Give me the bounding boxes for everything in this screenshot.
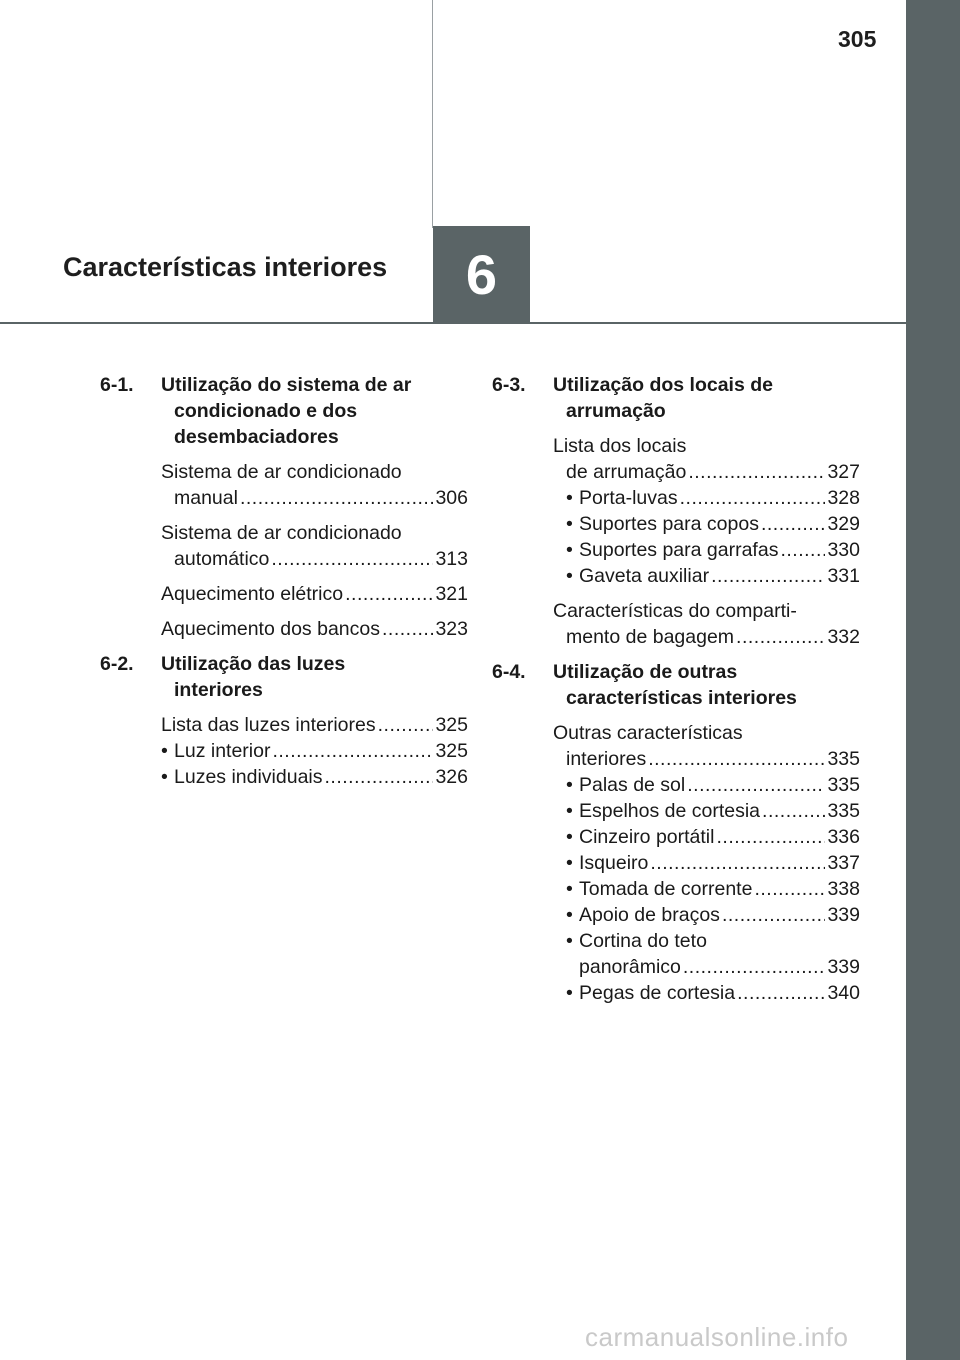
- entry-label: Luz interior: [174, 740, 271, 762]
- entry-label: Suportes para garrafas: [579, 539, 779, 561]
- bullet-icon: •: [161, 740, 168, 762]
- entry-label: Lista das luzes interiores: [161, 714, 376, 736]
- dot-leader: [272, 738, 433, 764]
- entry-label: Apoio de braços: [579, 904, 720, 926]
- entry-page: 337: [827, 852, 860, 874]
- dot-leader: [271, 546, 433, 572]
- bullet-icon: •: [566, 800, 573, 822]
- toc-entry[interactable]: [161, 459, 468, 511]
- section-number: 6-2.: [100, 653, 134, 675]
- entry-label: Pegas de cortesia: [579, 982, 736, 1004]
- section-title-line: Utilização de outras: [553, 661, 738, 683]
- chapter-number-box: 6: [433, 226, 530, 323]
- section-number: 6-4.: [492, 661, 526, 683]
- toc-entry[interactable]: [553, 720, 860, 772]
- section-number: 6-3.: [492, 374, 526, 396]
- bullet-icon: •: [566, 878, 573, 900]
- toc-bullet-item[interactable]: [161, 764, 468, 790]
- toc-bullet-item[interactable]: [566, 824, 860, 850]
- toc-section-6-4[interactable]: [492, 659, 860, 711]
- entry-page: 338: [827, 878, 860, 900]
- toc-bullet-item[interactable]: [566, 798, 860, 824]
- entry-page: 323: [435, 618, 468, 640]
- dot-leader: [683, 954, 826, 980]
- bullet-icon: •: [566, 904, 573, 926]
- bullet-icon: •: [566, 852, 573, 874]
- dot-leader: [736, 624, 825, 650]
- toc-bullet-item[interactable]: [566, 902, 860, 928]
- entry-label-line: Cortina do teto: [579, 930, 707, 952]
- toc-column-right: [492, 372, 860, 1015]
- entry-label: Aquecimento elétrico: [161, 583, 344, 605]
- entry-label: automático: [174, 548, 270, 570]
- dot-leader: [345, 581, 433, 607]
- entry-label: Palas de sol: [579, 774, 686, 796]
- entry-label-line: Sistema de ar condicionado: [161, 461, 402, 483]
- toc-entry[interactable]: [161, 712, 468, 738]
- chapter-title: Características interiores: [63, 252, 388, 282]
- dot-leader: [737, 980, 825, 1006]
- dot-leader: [648, 746, 825, 772]
- toc-bullet-item[interactable]: [566, 928, 860, 980]
- bullet-icon: •: [566, 982, 573, 1004]
- dot-leader: [687, 772, 825, 798]
- toc-entry[interactable]: [553, 598, 860, 650]
- entry-page: 330: [827, 539, 860, 561]
- entry-page: 335: [827, 774, 860, 796]
- toc-column-left: [100, 372, 468, 799]
- toc-bullet-item[interactable]: [161, 738, 468, 764]
- entry-page: 306: [435, 487, 468, 509]
- toc-section-6-3[interactable]: [492, 372, 860, 424]
- entry-label: Espelhos de cortesia: [579, 800, 761, 822]
- entry-page: 331: [827, 565, 860, 587]
- entry-page: 326: [435, 766, 468, 788]
- section-number: 6-1.: [100, 374, 134, 396]
- toc-bullet-item[interactable]: [566, 537, 860, 563]
- toc-entry[interactable]: [161, 581, 468, 607]
- entry-label: Luzes individuais: [174, 766, 323, 788]
- entry-page: 335: [827, 748, 860, 770]
- section-title-line: interiores: [174, 679, 263, 701]
- entry-page: 340: [827, 982, 860, 1004]
- toc-bullet-item[interactable]: [566, 876, 860, 902]
- entry-label: mento de bagagem: [566, 626, 735, 648]
- dot-leader: [378, 712, 434, 738]
- toc-entry[interactable]: [161, 520, 468, 572]
- section-title-line: arrumação: [566, 400, 666, 422]
- entry-label: Cinzeiro portátil: [579, 826, 715, 848]
- toc-bullet-item[interactable]: [566, 980, 860, 1006]
- dot-leader: [780, 537, 825, 563]
- dot-leader: [650, 850, 825, 876]
- section-title-line: Utilização das luzes: [161, 653, 346, 675]
- bullet-icon: •: [566, 826, 573, 848]
- dot-leader: [688, 459, 825, 485]
- toc-entry[interactable]: [161, 616, 468, 642]
- entry-label: manual: [174, 487, 238, 509]
- entry-page: 329: [827, 513, 860, 535]
- dot-leader: [754, 876, 825, 902]
- bullet-icon: •: [566, 774, 573, 796]
- section-title-line: Utilização dos locais de: [553, 374, 773, 396]
- chapter-side-tab: [906, 0, 960, 1360]
- entry-label: de arrumação: [566, 461, 687, 483]
- entry-label: panorâmico: [579, 956, 681, 978]
- dot-leader: [761, 511, 826, 537]
- entry-label: interiores: [566, 748, 647, 770]
- section-title-line: Utilização do sistema de ar: [161, 374, 412, 396]
- bullet-icon: •: [161, 766, 168, 788]
- dot-leader: [722, 902, 826, 928]
- entry-page: 325: [435, 740, 468, 762]
- toc-bullet-item[interactable]: [566, 511, 860, 537]
- section-title-line: características interiores: [566, 687, 797, 709]
- entry-label: Isqueiro: [579, 852, 649, 874]
- entry-label: Suportes para copos: [579, 513, 759, 535]
- bullet-icon: •: [566, 539, 573, 561]
- entry-page: 339: [827, 904, 860, 926]
- dot-leader: [716, 824, 825, 850]
- toc-bullet-item[interactable]: [566, 850, 860, 876]
- dot-leader: [680, 485, 826, 511]
- entry-page: 332: [827, 626, 860, 648]
- entry-label-line: Características do comparti-: [553, 600, 797, 622]
- entry-label: Aquecimento dos bancos: [161, 618, 380, 640]
- entry-page: 336: [827, 826, 860, 848]
- toc-bullet-list: [566, 485, 860, 589]
- toc-bullet-item[interactable]: [566, 772, 860, 798]
- bullet-icon: •: [566, 487, 573, 509]
- toc-entry[interactable]: [553, 433, 860, 485]
- toc-bullet-item[interactable]: [566, 485, 860, 511]
- bullet-icon: •: [566, 565, 573, 587]
- bullet-icon: •: [566, 930, 573, 952]
- entry-page: 325: [435, 714, 468, 736]
- entry-label: Gaveta auxiliar: [579, 565, 710, 587]
- entry-page: 321: [435, 583, 468, 605]
- entry-label-line: Outras características: [553, 722, 743, 744]
- dot-leader: [325, 764, 434, 790]
- page-number: 305: [838, 26, 877, 52]
- toc-bullet-list: [566, 772, 860, 1006]
- entry-page: 335: [827, 800, 860, 822]
- bullet-icon: •: [566, 513, 573, 535]
- toc-bullet-list: [161, 738, 468, 790]
- section-title-line: desembaciadores: [174, 426, 339, 448]
- entry-label: Tomada de corrente: [579, 878, 753, 900]
- entry-page: 327: [827, 461, 860, 483]
- dot-leader: [762, 798, 825, 824]
- entry-label: Porta-luvas: [579, 487, 678, 509]
- entry-page: 328: [827, 487, 860, 509]
- entry-page: 339: [827, 956, 860, 978]
- dot-leader: [240, 485, 433, 511]
- entry-page: 313: [435, 548, 468, 570]
- toc-section-6-2[interactable]: [100, 651, 468, 703]
- dot-leader: [711, 563, 825, 589]
- dot-leader: [382, 616, 433, 642]
- watermark-text: carmanualsonline.info: [585, 1322, 849, 1352]
- vertical-divider: [432, 0, 433, 228]
- section-title-line: condicionado e dos: [174, 400, 358, 422]
- toc-section-6-1[interactable]: [100, 372, 468, 450]
- entry-label-line: Sistema de ar condicionado: [161, 522, 402, 544]
- toc-bullet-item[interactable]: [566, 563, 860, 589]
- entry-label-line: Lista dos locais: [553, 435, 687, 457]
